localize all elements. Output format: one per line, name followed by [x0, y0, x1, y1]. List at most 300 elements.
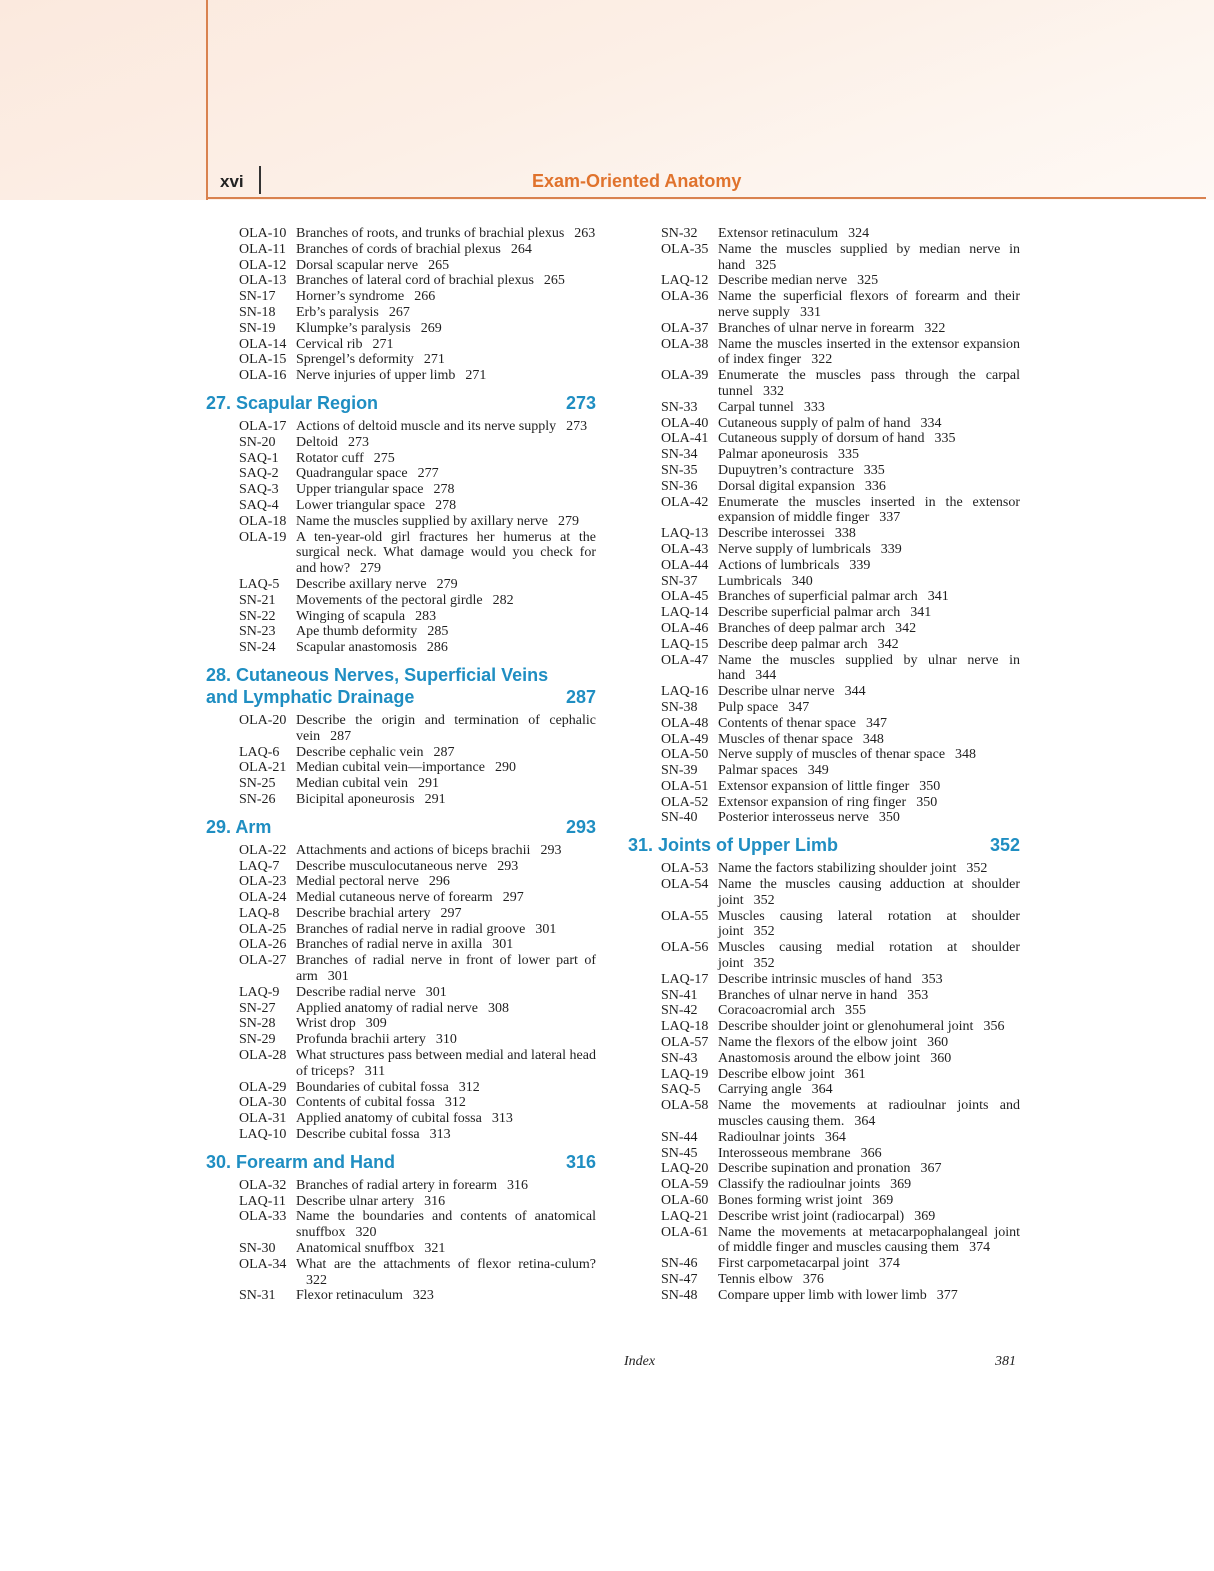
toc-entry[interactable]: [628, 700, 1020, 716]
entry-code: SAQ-4: [239, 497, 279, 513]
toc-entry[interactable]: [628, 1288, 1020, 1304]
entry-title: Muscles causing lateral rotation at shoulder joint: [718, 908, 1020, 940]
entry-title: Branches of radial nerve in front of lower part of arm: [296, 953, 596, 985]
toc-entry[interactable]: [628, 1019, 1020, 1035]
entry-page: 264: [510, 241, 532, 257]
entry-text: [296, 1048, 596, 1080]
entry-page: 356: [983, 1019, 1005, 1035]
entry-text: [296, 1095, 596, 1111]
toc-entry[interactable]: [628, 1130, 1020, 1146]
entry-text: [296, 843, 596, 859]
entry-title: Branches of cords of brachial plexus: [296, 241, 501, 257]
entry-code: OLA-57: [661, 1035, 709, 1051]
entry-text: [296, 640, 596, 656]
entry-text: [718, 447, 1020, 463]
entry-title: Deltoid: [296, 434, 338, 450]
toc-entry[interactable]: [206, 1288, 596, 1304]
toc-entry[interactable]: [206, 953, 596, 985]
chapter-title: 29. Arm: [206, 816, 272, 837]
entry-code: OLA-55: [661, 908, 709, 924]
entry-page: 296: [428, 874, 450, 890]
toc-entry[interactable]: [628, 684, 1020, 700]
entry-text: [296, 305, 596, 321]
entry-text: [718, 289, 1020, 321]
entry-code: OLA-19: [239, 529, 287, 545]
entry-text: [718, 795, 1020, 811]
chapter-title: 28. Cutaneous Nerves, Superficial Veins and Lymphatic Drainage: [206, 664, 549, 707]
entry-title: Extensor retinaculum: [718, 226, 839, 241]
entry-code: OLA-41: [661, 431, 709, 447]
toc-entry[interactable]: [628, 861, 1020, 877]
toc-entry[interactable]: [628, 1161, 1020, 1177]
entry-page: 349: [807, 763, 829, 779]
toc-entry[interactable]: [206, 1257, 596, 1289]
entry-title: Lumbricals: [718, 573, 782, 589]
entry-title: Describe radial nerve: [296, 984, 416, 1000]
entry-code: SN-47: [661, 1272, 698, 1287]
entry-code: LAQ-11: [239, 1193, 286, 1209]
entry-code: SN-18: [239, 304, 276, 320]
toc-entry[interactable]: [206, 937, 596, 953]
toc-entry[interactable]: [206, 593, 596, 609]
toc-entry[interactable]: [628, 972, 1020, 988]
entry-page: 333: [803, 399, 825, 415]
toc-entry[interactable]: [628, 1067, 1020, 1083]
entry-title: Anatomical snuffbox: [296, 1241, 415, 1257]
entry-title: Cervical rib: [296, 336, 363, 352]
header-bottom-rule: [206, 197, 1206, 199]
entry-page: 366: [860, 1145, 882, 1161]
entry-code: OLA-28: [239, 1048, 287, 1064]
chapter-page: 352: [989, 835, 1020, 856]
toc-entry[interactable]: [206, 482, 596, 498]
entry-title: Muscles of thenar space: [718, 731, 853, 747]
entry-code: OLA-14: [239, 336, 287, 352]
entry-title: Carpal tunnel: [718, 399, 794, 415]
toc-entry[interactable]: [206, 792, 596, 808]
entry-text: [296, 273, 596, 289]
toc-entry[interactable]: [206, 419, 596, 435]
entry-page: 331: [799, 304, 821, 320]
entry-code: SN-25: [239, 776, 276, 792]
entry-page: 283: [415, 608, 437, 624]
entry-text: [718, 684, 1020, 700]
entry-title: Attachments and actions of biceps brachii: [296, 842, 531, 858]
toc-entry[interactable]: [206, 1209, 596, 1241]
toc-entry[interactable]: [206, 922, 596, 938]
toc-entry[interactable]: [628, 495, 1020, 527]
entry-code: OLA-17: [239, 418, 287, 434]
entry-code: LAQ-7: [239, 858, 280, 874]
toc-entry[interactable]: [206, 874, 596, 890]
entry-text: [718, 526, 1020, 542]
entry-title: Name the boundaries and contents of anatomical snuffbox: [296, 1209, 596, 1241]
toc-entry[interactable]: [628, 416, 1020, 432]
toc-entry[interactable]: [206, 451, 596, 467]
toc-entry[interactable]: [628, 368, 1020, 400]
toc-entry[interactable]: [206, 1080, 596, 1096]
toc-entry[interactable]: [206, 745, 596, 761]
toc-entry[interactable]: [206, 368, 596, 384]
entry-code: OLA-47: [661, 652, 709, 668]
entry-title: Cutaneous supply of dorsum of hand: [718, 431, 925, 447]
toc-entry[interactable]: [628, 1082, 1020, 1098]
entry-title: Describe shoulder joint or glenohumeral joint: [718, 1019, 974, 1035]
toc-entry[interactable]: [206, 321, 596, 337]
entry-text: [718, 779, 1020, 795]
toc-entry[interactable]: [628, 732, 1020, 748]
entry-code: LAQ-19: [661, 1066, 709, 1082]
entry-page: 339: [880, 541, 902, 557]
entry-code: OLA-45: [661, 589, 709, 605]
toc-entry[interactable]: [628, 463, 1020, 479]
entry-code: OLA-31: [239, 1111, 287, 1127]
toc-entry[interactable]: [206, 242, 596, 258]
toc-entry[interactable]: [206, 435, 596, 451]
entry-page: 374: [969, 1240, 991, 1256]
entry-title: Enumerate the muscles inserted in the extensor expansion of middle finger: [718, 494, 1020, 526]
entry-title: Name the muscles causing adduction at shoulder joint: [718, 877, 1020, 908]
entry-text: [718, 368, 1020, 400]
toc-entry[interactable]: [628, 574, 1020, 590]
toc-entry[interactable]: [206, 843, 596, 859]
entry-title: Applied anatomy of cubital fossa: [296, 1111, 482, 1127]
entry-code: OLA-30: [239, 1095, 287, 1111]
entry-text: [718, 416, 1020, 432]
entry-title: Muscles causing medial rotation at shoulder joint: [718, 940, 1020, 972]
toc-entry[interactable]: [206, 906, 596, 922]
entry-page: 271: [423, 352, 445, 368]
toc-entry[interactable]: [628, 779, 1020, 795]
toc-entry[interactable]: [628, 1193, 1020, 1209]
entry-title: Branches of lateral cord of brachial plexus: [296, 273, 534, 289]
chapter-heading[interactable]: [206, 392, 596, 414]
entry-code: SN-21: [239, 592, 276, 608]
toc-entry[interactable]: [206, 1194, 596, 1210]
entry-page: 293: [540, 842, 562, 858]
entry-code: OLA-27: [239, 953, 287, 969]
entry-title: What are the attachments of flexor retina-culum?: [296, 1256, 596, 1272]
entry-page: 341: [910, 605, 932, 621]
toc-entry[interactable]: [628, 1256, 1020, 1272]
entry-text: [296, 1111, 596, 1127]
index-entry[interactable]: [624, 1354, 1016, 1370]
toc-entry[interactable]: [628, 1035, 1020, 1051]
entry-title: Median cubital vein: [296, 776, 408, 792]
entry-page: 291: [424, 791, 446, 807]
entry-text: [296, 577, 596, 593]
toc-entry[interactable]: [628, 242, 1020, 274]
entry-page: 340: [791, 573, 813, 589]
entry-code: OLA-36: [661, 289, 709, 305]
toc-entry[interactable]: [628, 1146, 1020, 1162]
toc-entry[interactable]: [628, 1003, 1020, 1019]
page-number: xvi: [220, 172, 244, 191]
entry-text: [718, 605, 1020, 621]
toc-entry[interactable]: [628, 1098, 1020, 1130]
toc-entry[interactable]: [206, 258, 596, 274]
toc-entry[interactable]: [206, 289, 596, 305]
entry-text: [296, 482, 596, 498]
toc-entry[interactable]: [628, 400, 1020, 416]
entry-code: SN-28: [239, 1016, 276, 1032]
entry-code: OLA-60: [661, 1193, 709, 1209]
entry-text: [718, 1082, 1020, 1098]
entry-code: OLA-58: [661, 1098, 709, 1114]
toc-entry[interactable]: [206, 1111, 596, 1127]
entry-page: 369: [872, 1193, 894, 1209]
toc-entry[interactable]: [628, 621, 1020, 637]
entry-code: OLA-40: [661, 415, 709, 431]
toc-entry[interactable]: [628, 289, 1020, 321]
entry-page: 290: [494, 760, 516, 776]
toc-entry[interactable]: [206, 1178, 596, 1194]
toc-entry[interactable]: [628, 321, 1020, 337]
toc-entry[interactable]: [206, 226, 596, 242]
toc-entry[interactable]: [206, 624, 596, 640]
toc-entry[interactable]: [628, 431, 1020, 447]
toc-entry[interactable]: [206, 1032, 596, 1048]
chapter-heading[interactable]: [206, 664, 596, 708]
entry-page: 263: [574, 226, 596, 241]
entry-title: Dorsal digital expansion: [718, 478, 855, 494]
toc-entry[interactable]: [206, 760, 596, 776]
entry-text: [718, 1193, 1020, 1209]
entry-page: 301: [535, 921, 557, 937]
toc-entry[interactable]: [628, 1225, 1020, 1257]
entry-code: SN-29: [239, 1032, 276, 1048]
entry-code: SN-24: [239, 640, 276, 656]
toc-entry[interactable]: [206, 985, 596, 1001]
toc-entry[interactable]: [628, 605, 1020, 621]
entry-page: 353: [907, 987, 929, 1003]
entry-code: OLA-13: [239, 273, 287, 289]
toc-entry[interactable]: [628, 479, 1020, 495]
entry-text: [296, 352, 596, 368]
toc-entry[interactable]: [206, 498, 596, 514]
chapter-title: 27. Scapular Region: [206, 392, 379, 413]
entry-title: Name the muscles supplied by ulnar nerve in hand: [718, 652, 1020, 684]
entry-code: LAQ-6: [239, 744, 280, 760]
toc-entry[interactable]: [628, 337, 1020, 369]
entry-title: Pulp space: [718, 699, 779, 715]
entry-page: 312: [458, 1079, 480, 1095]
entry-title: Describe median nerve: [718, 273, 848, 289]
toc-entry[interactable]: [628, 763, 1020, 779]
toc-entry[interactable]: [206, 859, 596, 875]
toc-entry[interactable]: [206, 466, 596, 482]
entry-code: OLA-56: [661, 940, 709, 956]
entry-text: [296, 451, 596, 467]
entry-page: 309: [365, 1016, 387, 1032]
entry-page: 350: [919, 778, 941, 794]
entry-text: [296, 609, 596, 625]
toc-entry[interactable]: [206, 609, 596, 625]
toc-entry[interactable]: [628, 637, 1020, 653]
toc-entry[interactable]: [206, 577, 596, 593]
entry-title: Classify the radioulnar joints: [718, 1177, 881, 1193]
entry-title: Name the muscles supplied by axillary nerve: [296, 513, 548, 529]
entry-title: Describe deep palmar arch: [718, 636, 868, 652]
entry-text: [296, 530, 596, 577]
toc-entry[interactable]: [206, 337, 596, 353]
entry-page: 377: [936, 1287, 958, 1303]
entry-title: Profunda brachii artery: [296, 1032, 426, 1048]
toc-entry[interactable]: [628, 1177, 1020, 1193]
toc-entry[interactable]: [206, 1241, 596, 1257]
entry-text: [296, 1209, 596, 1241]
entry-page: 325: [755, 257, 777, 273]
entry-code: OLA-29: [239, 1079, 287, 1095]
entry-title: Coracoacromial arch: [718, 1003, 835, 1019]
entry-code: OLA-51: [661, 778, 709, 794]
toc-entry[interactable]: [206, 305, 596, 321]
toc-entry[interactable]: [628, 909, 1020, 941]
entry-title: Scapular anastomosis: [296, 640, 417, 656]
entry-title: Flexor retinaculum: [296, 1288, 403, 1304]
toc-entry[interactable]: [628, 810, 1020, 826]
toc-entry[interactable]: [206, 1001, 596, 1017]
entry-text: [296, 321, 596, 337]
toc-entry[interactable]: [628, 447, 1020, 463]
chapter-title: 30. Forearm and Hand: [206, 1151, 396, 1172]
entry-code: OLA-39: [661, 368, 709, 384]
toc-entry[interactable]: [628, 716, 1020, 732]
entry-page: 301: [327, 969, 349, 985]
entry-text: [718, 763, 1020, 779]
toc-entry[interactable]: [628, 226, 1020, 242]
toc-entry[interactable]: [628, 1051, 1020, 1067]
toc-entry[interactable]: [628, 558, 1020, 574]
entry-code: SN-43: [661, 1050, 698, 1066]
entry-page: 369: [890, 1177, 912, 1193]
entry-page: 364: [824, 1129, 846, 1145]
entry-code: SAQ-2: [239, 466, 279, 482]
toc-entry[interactable]: [628, 1272, 1020, 1288]
toc-entry[interactable]: [206, 776, 596, 792]
entry-text: [718, 1098, 1020, 1130]
entry-title: Anastomosis around the elbow joint: [718, 1050, 921, 1066]
entry-page: 367: [920, 1161, 942, 1177]
entry-text: [296, 593, 596, 609]
toc-entry[interactable]: [628, 940, 1020, 972]
entry-page: 322: [924, 320, 946, 336]
toc-entry[interactable]: [628, 877, 1020, 909]
entry-page: 265: [428, 257, 450, 273]
entry-code: OLA-33: [239, 1209, 287, 1225]
entry-title: Name the flexors of the elbow joint: [718, 1035, 918, 1051]
entry-text: [296, 1288, 596, 1304]
toc-entry[interactable]: [628, 542, 1020, 558]
entry-code: OLA-16: [239, 368, 287, 384]
entry-title: Describe musculocutaneous nerve: [296, 858, 488, 874]
entry-page: 316: [506, 1177, 528, 1193]
toc-entry[interactable]: [206, 1127, 596, 1143]
entry-title: Name the factors stabilizing shoulder joint: [718, 861, 957, 877]
toc-entry[interactable]: [628, 988, 1020, 1004]
toc-entry[interactable]: [628, 273, 1020, 289]
entry-code: SN-46: [661, 1256, 698, 1272]
toc-entry[interactable]: [206, 640, 596, 656]
entry-page: 344: [755, 668, 777, 684]
chapter-heading[interactable]: [206, 816, 596, 838]
entry-page: 311: [364, 1063, 386, 1079]
entry-title: Boundaries of cubital fossa: [296, 1079, 449, 1095]
toc-entry[interactable]: [206, 1095, 596, 1111]
toc-entry[interactable]: [206, 1016, 596, 1032]
chapter-heading[interactable]: [628, 834, 1020, 856]
toc-entry[interactable]: [628, 589, 1020, 605]
toc-entry[interactable]: [206, 890, 596, 906]
entry-page: 312: [444, 1095, 466, 1111]
entry-code: LAQ-8: [239, 905, 280, 921]
chapter-page: 287: [565, 686, 596, 707]
entry-title: Cutaneous supply of palm of hand: [718, 415, 911, 431]
entry-page: 271: [372, 336, 394, 352]
entry-code: SN-19: [239, 320, 276, 336]
entry-page: 265: [543, 273, 565, 289]
entry-text: [718, 747, 1020, 763]
entry-text: [718, 479, 1020, 495]
entry-text: [718, 988, 1020, 1004]
entry-text: [718, 1146, 1020, 1162]
toc-entry[interactable]: [628, 747, 1020, 763]
entry-page: 369: [914, 1208, 936, 1224]
entry-page: 360: [927, 1035, 949, 1051]
entry-code: SN-32: [661, 226, 698, 241]
entry-page: 322: [306, 1272, 327, 1288]
entry-text: [718, 495, 1020, 527]
entry-code: SN-48: [661, 1287, 698, 1303]
toc-right-column: [628, 226, 1020, 1304]
entry-text: [718, 1051, 1020, 1067]
entry-page: 271: [465, 368, 487, 384]
entry-text: [296, 1257, 596, 1289]
entry-code: SN-41: [661, 987, 698, 1003]
entry-code: OLA-46: [661, 620, 709, 636]
entry-page: 335: [863, 462, 885, 478]
entry-page: 321: [424, 1241, 446, 1257]
chapter-heading[interactable]: [206, 1151, 596, 1173]
entry-code: OLA-25: [239, 921, 287, 937]
toc-entry[interactable]: [628, 526, 1020, 542]
toc-entry[interactable]: [628, 653, 1020, 685]
entry-page: 287: [330, 728, 352, 744]
entry-text: [296, 922, 596, 938]
book-title: Exam-Oriented Anatomy: [532, 171, 742, 191]
entry-page: 285: [427, 624, 449, 640]
entry-page: 335: [934, 431, 956, 447]
entry-text: [718, 732, 1020, 748]
toc-entry[interactable]: [206, 1048, 596, 1080]
entry-page: 293: [497, 858, 519, 874]
entry-page: 301: [492, 937, 514, 953]
entry-text: [718, 1130, 1020, 1146]
entry-text: [718, 653, 1020, 685]
toc-entry[interactable]: [628, 795, 1020, 811]
entry-page: 348: [862, 731, 884, 747]
entry-text: [296, 226, 596, 242]
toc-entry[interactable]: [206, 273, 596, 289]
toc-entry[interactable]: [206, 514, 596, 530]
entry-page: 360: [930, 1050, 952, 1066]
toc-entry[interactable]: [628, 1209, 1020, 1225]
entry-text: [718, 861, 1020, 877]
toc-entry[interactable]: [206, 713, 596, 745]
toc-entry[interactable]: [206, 352, 596, 368]
entry-page: 275: [373, 450, 395, 466]
toc-entry[interactable]: [206, 530, 596, 577]
